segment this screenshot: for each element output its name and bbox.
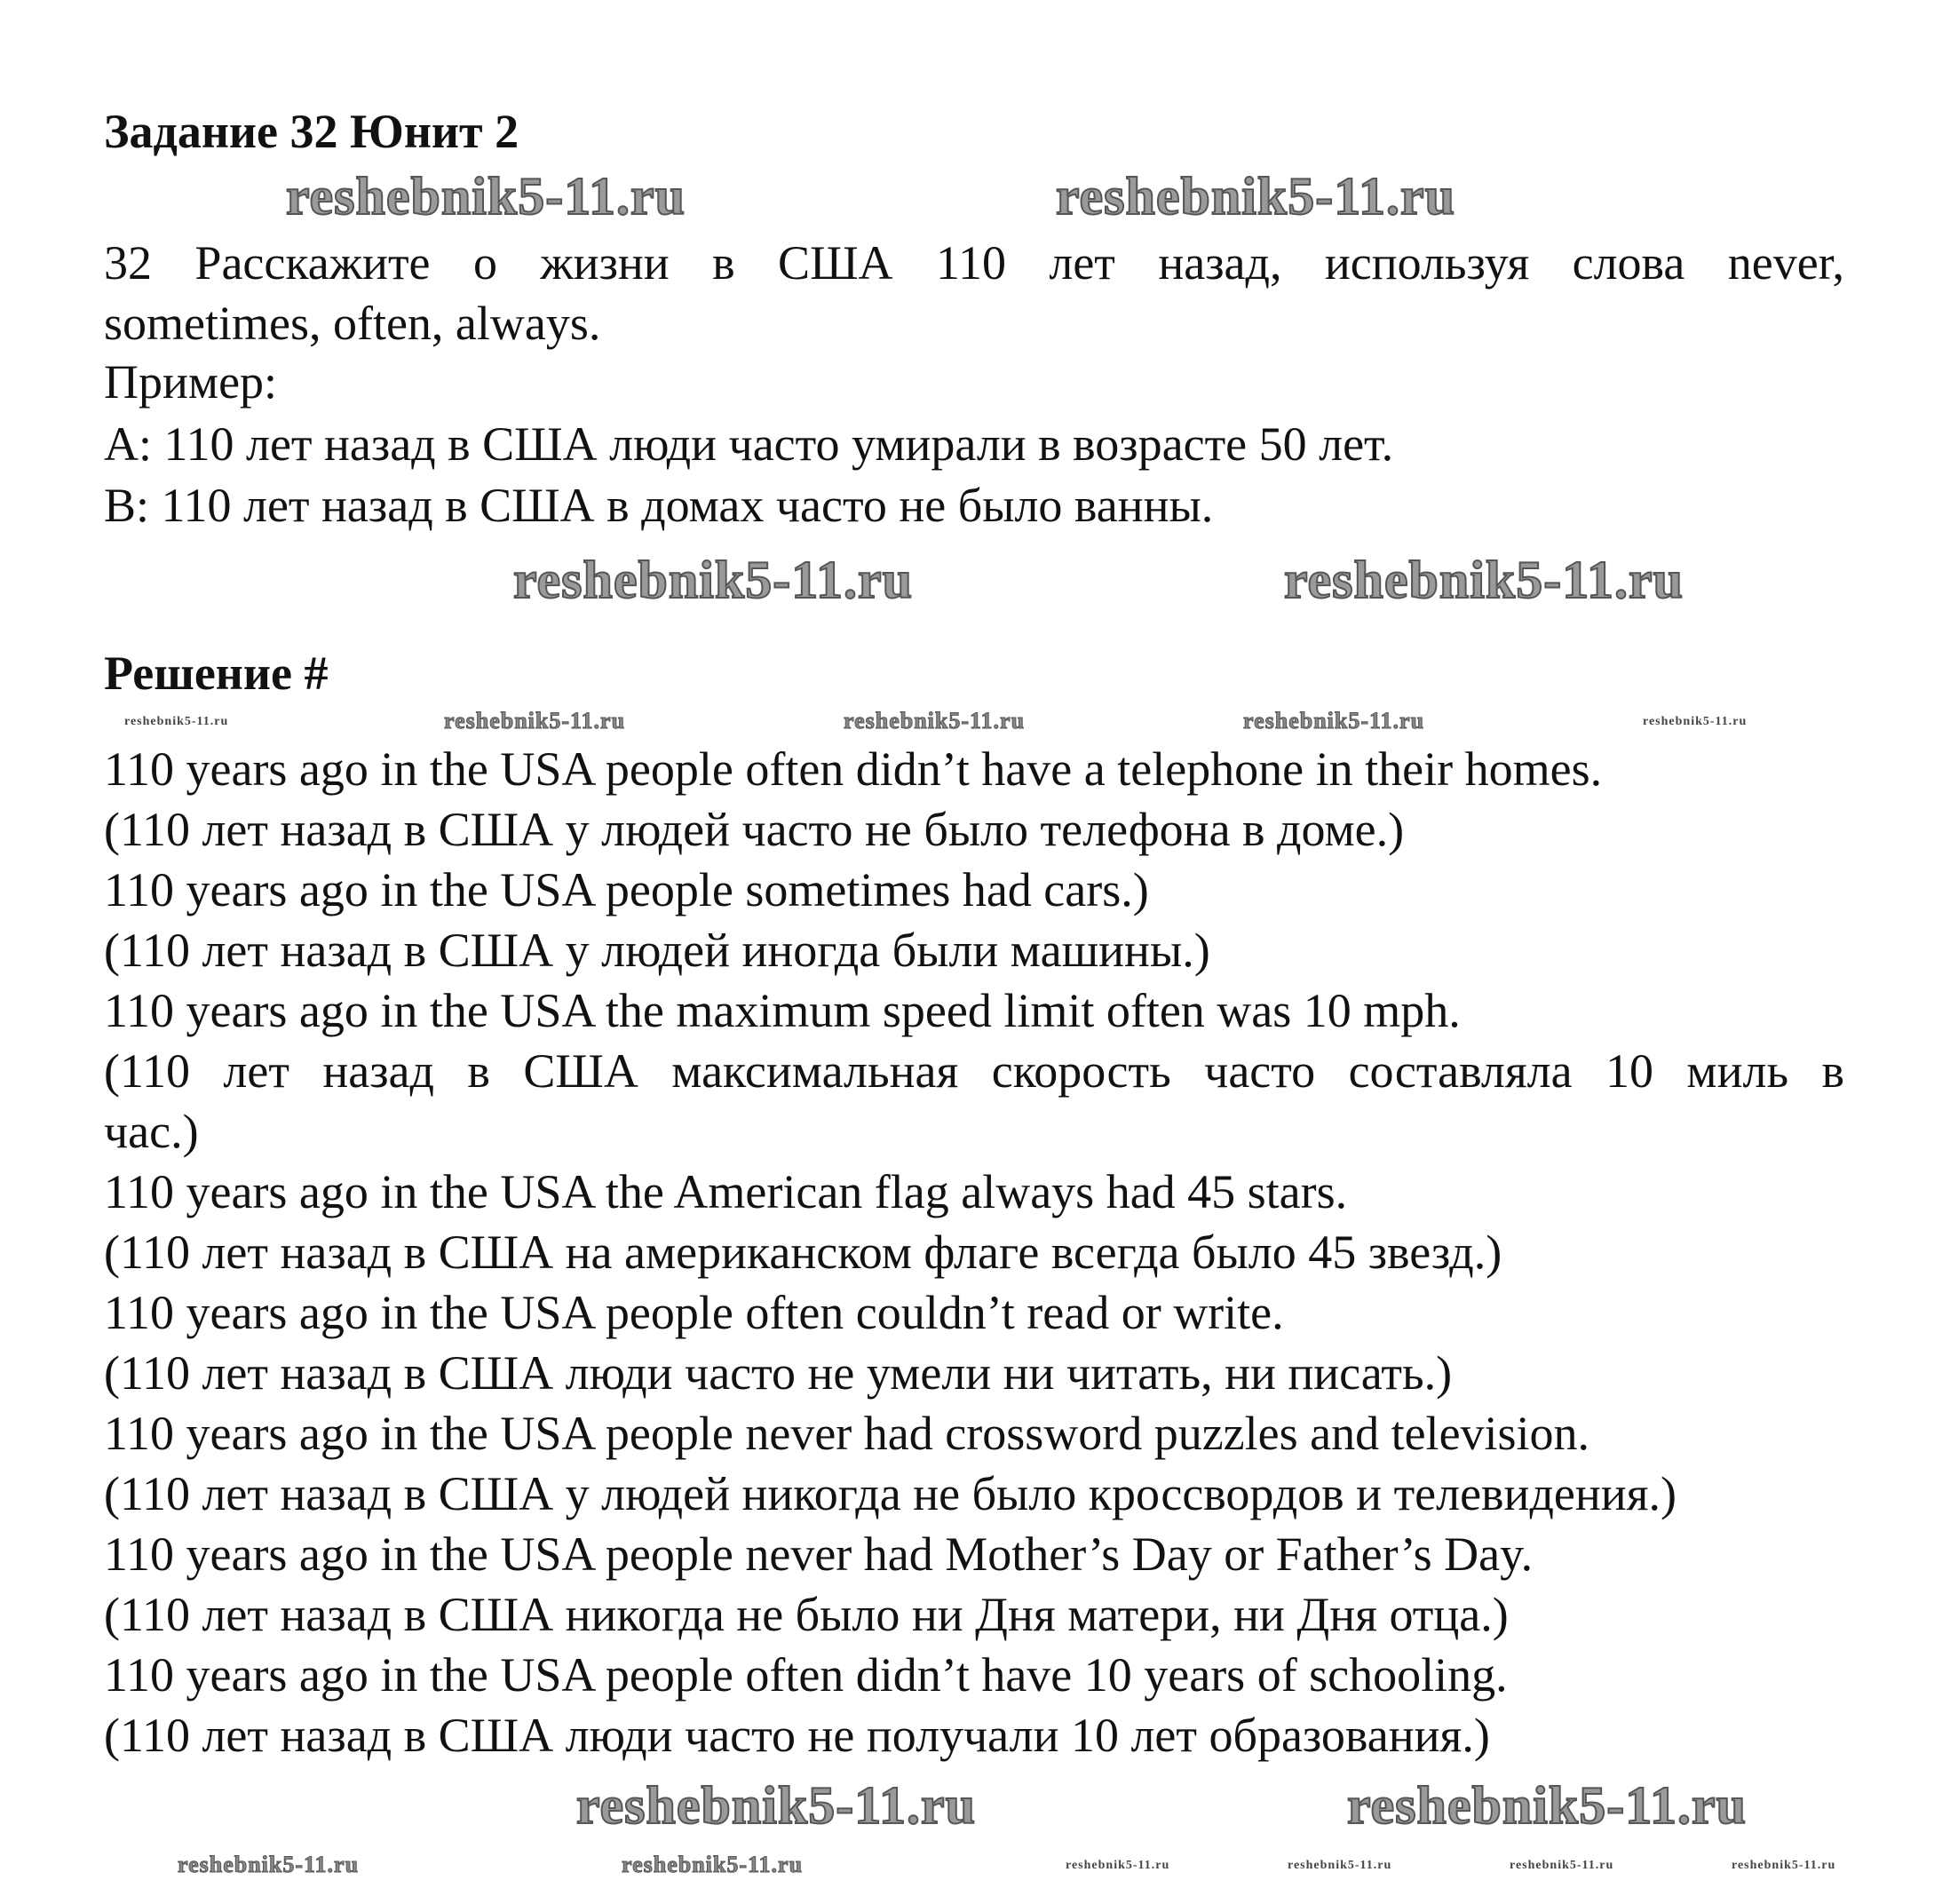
solution-line: час.) xyxy=(104,1105,199,1158)
watermark: reshebnik5-11.ru xyxy=(1284,551,1684,609)
solution-heading: Решение # xyxy=(104,647,329,700)
watermark: reshebnik5-11.ru xyxy=(1347,1776,1747,1835)
example-a: A: 110 лет назад в США люди часто умирали в возрасте 50 лет. xyxy=(104,417,1394,471)
watermark: reshebnik5-11.ru xyxy=(513,551,913,609)
watermark: reshebnik5-11.ru xyxy=(1643,715,1748,728)
solution-line: 110 years ago in the USA the maximum speed limit often was 10 mph. xyxy=(104,984,1461,1037)
task-text-line-2: sometimes, often, always. xyxy=(104,297,601,350)
solution-line: (110 лет назад в США у людей часто не было телефона в доме.) xyxy=(104,803,1405,856)
watermark: reshebnik5-11.ru xyxy=(844,708,1026,734)
watermark: reshebnik5-11.ru xyxy=(1066,1859,1170,1872)
solution-line: 110 years ago in the USA the American flag always had 45 stars. xyxy=(104,1165,1348,1218)
solution-line: (110 лет назад в США на американском флаге всегда было 45 звезд.) xyxy=(104,1226,1502,1279)
watermark: reshebnik5-11.ru xyxy=(576,1776,976,1835)
watermark: reshebnik5-11.ru xyxy=(1243,708,1425,734)
solution-line: 110 years ago in the USA people never had Mother’s Day or Father’s Day. xyxy=(104,1527,1534,1581)
watermark: reshebnik5-11.ru xyxy=(444,708,626,734)
watermark: reshebnik5-11.ru xyxy=(622,1852,804,1877)
solution-line: (110 лет назад в США максимальная скорость часто составляла 10 миль в xyxy=(104,1044,1844,1098)
example-b: B: 110 лет назад в США в домах часто не было ванны. xyxy=(104,479,1214,532)
watermark: reshebnik5-11.ru xyxy=(286,167,686,226)
watermark: reshebnik5-11.ru xyxy=(1056,167,1455,226)
solution-line: (110 лет назад в США люди часто не умели ни читать, ни писать.) xyxy=(104,1346,1453,1400)
watermark: reshebnik5-11.ru xyxy=(1510,1859,1614,1872)
solution-line: (110 лет назад в США люди часто не получали 10 лет образования.) xyxy=(104,1709,1490,1762)
solution-line: 110 years ago in the USA people never had crossword puzzles and television. xyxy=(104,1407,1590,1460)
solution-line: 110 years ago in the USA people often couldn’t read or write. xyxy=(104,1286,1284,1339)
task-text-line-1: 32 Расскажите о жизни в США 110 лет назад, используя слова never, xyxy=(104,236,1844,290)
solution-line: 110 years ago in the USA people often didn’t have a telephone in their homes. xyxy=(104,742,1603,796)
watermark: reshebnik5-11.ru xyxy=(1732,1859,1836,1872)
example-label: Пример: xyxy=(104,355,278,409)
watermark: reshebnik5-11.ru xyxy=(124,715,229,728)
solution-line: (110 лет назад в США никогда не было ни Дня матери, ни Дня отца.) xyxy=(104,1588,1509,1641)
solution-line: (110 лет назад в США у людей иногда были машины.) xyxy=(104,924,1210,977)
page-title: Задание 32 Юнит 2 xyxy=(104,105,519,158)
solution-line: 110 years ago in the USA people sometimes had cars.) xyxy=(104,863,1149,916)
watermark: reshebnik5-11.ru xyxy=(1288,1859,1392,1872)
solution-line: (110 лет назад в США у людей никогда не было кроссвордов и телевидения.) xyxy=(104,1467,1677,1520)
solution-line: 110 years ago in the USA people often didn’t have 10 years of schooling. xyxy=(104,1648,1508,1702)
watermark: reshebnik5-11.ru xyxy=(178,1852,360,1877)
